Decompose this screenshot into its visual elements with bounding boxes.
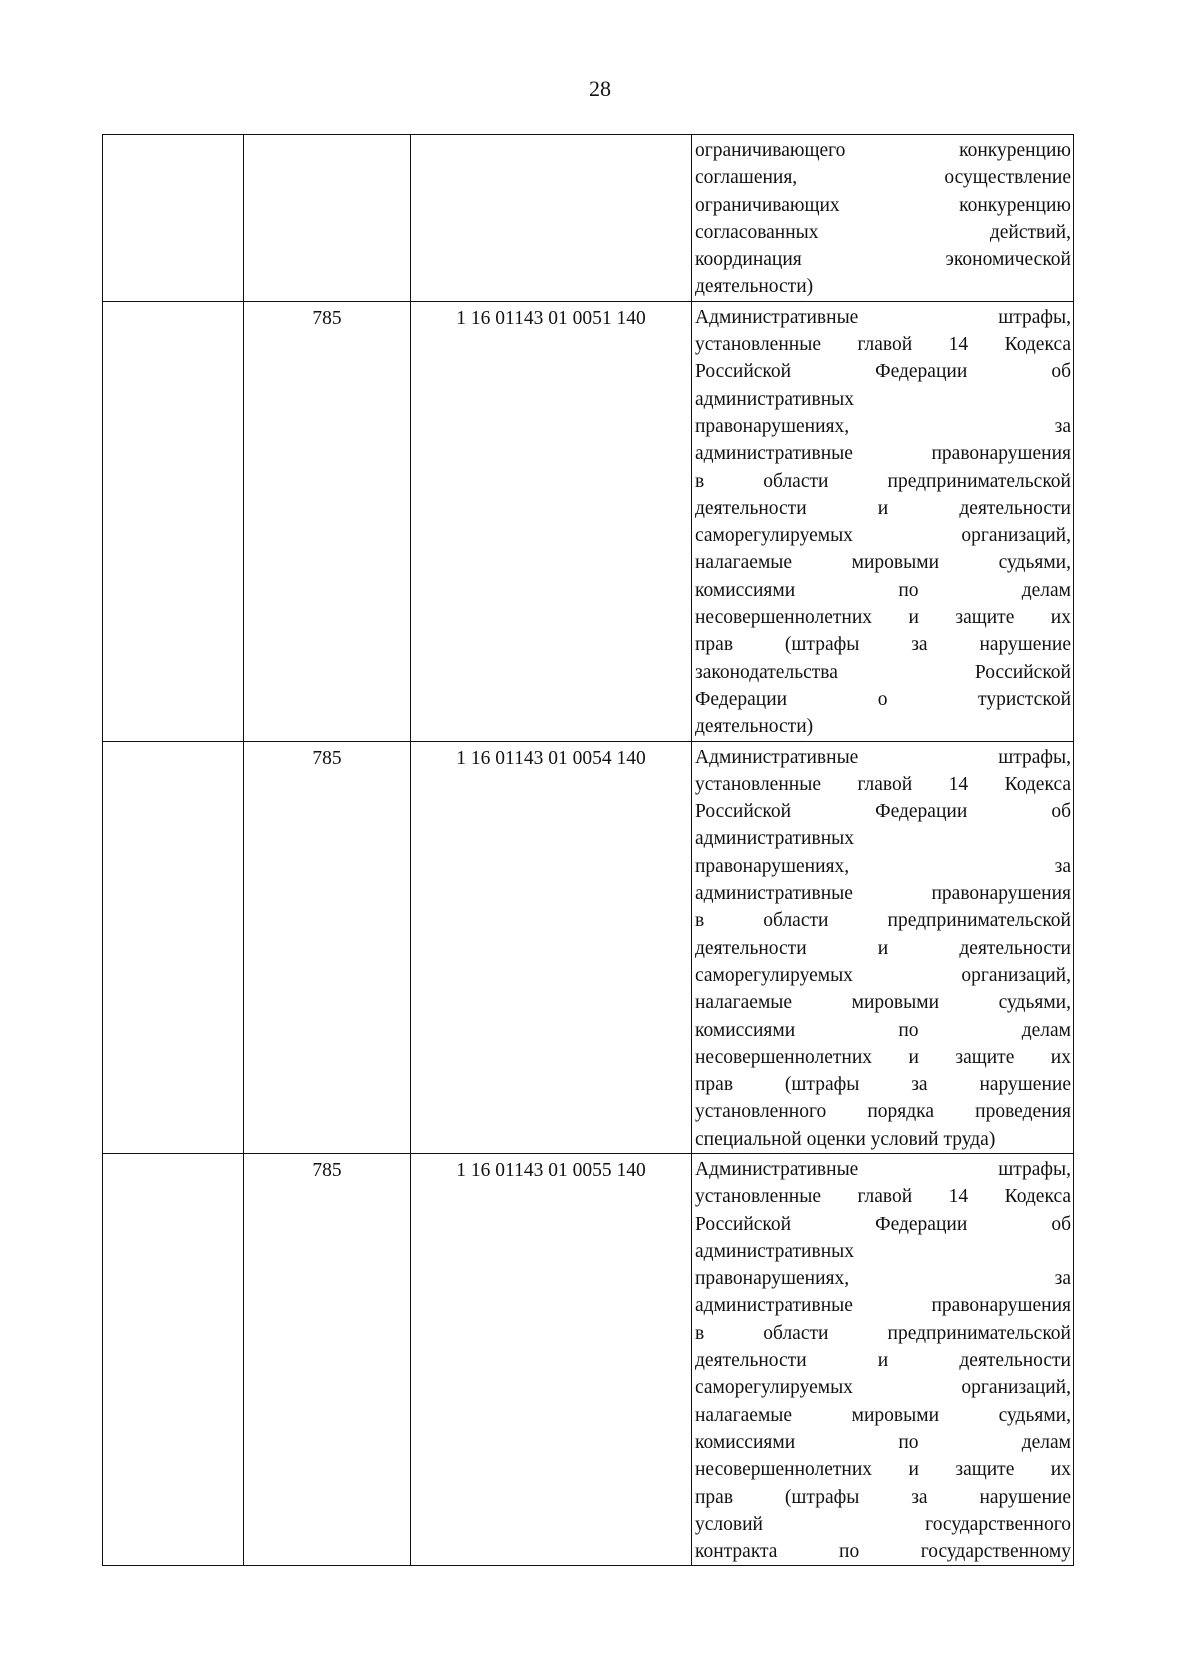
description-line: специальной оценки условий труда) — [695, 1128, 996, 1150]
description-line: прав (штрафы за нарушение — [695, 634, 1071, 656]
description-line: деятельности и деятельности — [695, 937, 1071, 959]
revenue-description-cell — [692, 741, 1074, 1153]
description-line: в области предпринимательской — [695, 1322, 1071, 1344]
description-line: Административные штрафы, — [695, 1158, 1071, 1180]
description-line: несовершеннолетних и защите их — [695, 1046, 1071, 1068]
description-line: координация экономической — [695, 249, 1071, 271]
description-line: налагаемые мировыми судьями, — [695, 1404, 1071, 1426]
description-line: соглашения, осуществление — [695, 167, 1071, 189]
empty-cell — [103, 301, 244, 741]
description-line: Российской Федерации об — [695, 361, 1071, 383]
description-line: деятельности и деятельности — [695, 497, 1071, 519]
description-line: прав (штрафы за нарушение — [695, 1074, 1071, 1096]
description-line: ограничивающего конкуренцию — [695, 140, 1071, 161]
description-line: саморегулируемых организаций, — [695, 1377, 1071, 1399]
revenue-description-cell — [692, 135, 1074, 302]
description-line: в области предпринимательской — [695, 910, 1071, 932]
description-line: установленного порядка проведения — [695, 1101, 1071, 1123]
description-line: правонарушениях, за — [695, 415, 1071, 437]
description-line: согласованных действий, — [695, 221, 1071, 243]
description-line: административные правонарушения — [695, 443, 1071, 465]
revenue-description-cell — [692, 301, 1074, 741]
empty-cell — [103, 135, 244, 302]
description-line: Федерации о туристской — [695, 688, 1071, 710]
table-row — [103, 1153, 1074, 1565]
description-line: налагаемые мировыми судьями, — [695, 992, 1071, 1014]
administrator-code-cell — [244, 135, 411, 302]
description-line: административные правонарушения — [695, 883, 1071, 905]
description-line: Административные штрафы, — [695, 746, 1071, 768]
description-line: комиссиями по делам — [695, 1019, 1071, 1041]
table-row — [103, 301, 1074, 741]
description-line: установленные главой 14 Кодекса — [695, 1186, 1071, 1208]
budget-classification-table — [102, 134, 1074, 1566]
empty-cell — [103, 1153, 244, 1565]
description-line: законодательства Российской — [695, 661, 1071, 683]
description-line: прав (штрафы за нарушение — [695, 1486, 1071, 1508]
description-line: административных — [695, 388, 854, 410]
administrator-code-cell: 785 — [244, 741, 411, 1153]
description-line: административные правонарушения — [695, 1295, 1071, 1317]
description-line: административных — [695, 828, 854, 850]
administrator-code-cell: 785 — [244, 301, 411, 741]
description-line: Российской Федерации об — [695, 801, 1071, 823]
description-line: контракта по государственному — [695, 1541, 1071, 1563]
empty-cell — [103, 741, 244, 1153]
description-line: несовершеннолетних и защите их — [695, 1459, 1071, 1481]
description-line: комиссиями по делам — [695, 579, 1071, 601]
budget-classification-code-cell: 1 16 01143 01 0051 140 — [411, 301, 692, 741]
description-line: ограничивающих конкуренцию — [695, 194, 1071, 216]
revenue-description-cell — [692, 1153, 1074, 1565]
budget-classification-code-cell: 1 16 01143 01 0055 140 — [411, 1153, 692, 1565]
table-row — [103, 135, 1074, 302]
description-line: правонарушениях, за — [695, 855, 1071, 877]
description-line: правонарушениях, за — [695, 1268, 1071, 1290]
table-body — [103, 135, 1074, 1566]
description-line: административных — [695, 1240, 854, 1262]
description-line: установленные главой 14 Кодекса — [695, 334, 1071, 356]
budget-classification-code-cell: 1 16 01143 01 0054 140 — [411, 741, 692, 1153]
description-line: саморегулируемых организаций, — [695, 964, 1071, 986]
page-number: 28 — [589, 76, 611, 101]
description-line: Российской Федерации об — [695, 1213, 1071, 1235]
table-row — [103, 741, 1074, 1153]
description-line: Административные штрафы, — [695, 306, 1071, 328]
description-line: установленные главой 14 Кодекса — [695, 773, 1071, 795]
description-line: деятельности) — [695, 276, 814, 298]
description-line: деятельности) — [695, 716, 814, 738]
description-line: деятельности и деятельности — [695, 1350, 1071, 1372]
description-line: налагаемые мировыми судьями, — [695, 552, 1071, 574]
description-line: в области предпринимательской — [695, 470, 1071, 492]
budget-classification-code-cell — [411, 135, 692, 302]
description-line: несовершеннолетних и защите их — [695, 607, 1071, 629]
description-line: условий государственного — [695, 1513, 1071, 1535]
description-line: комиссиями по делам — [695, 1431, 1071, 1453]
description-line: саморегулируемых организаций, — [695, 525, 1071, 547]
administrator-code-cell: 785 — [244, 1153, 411, 1565]
